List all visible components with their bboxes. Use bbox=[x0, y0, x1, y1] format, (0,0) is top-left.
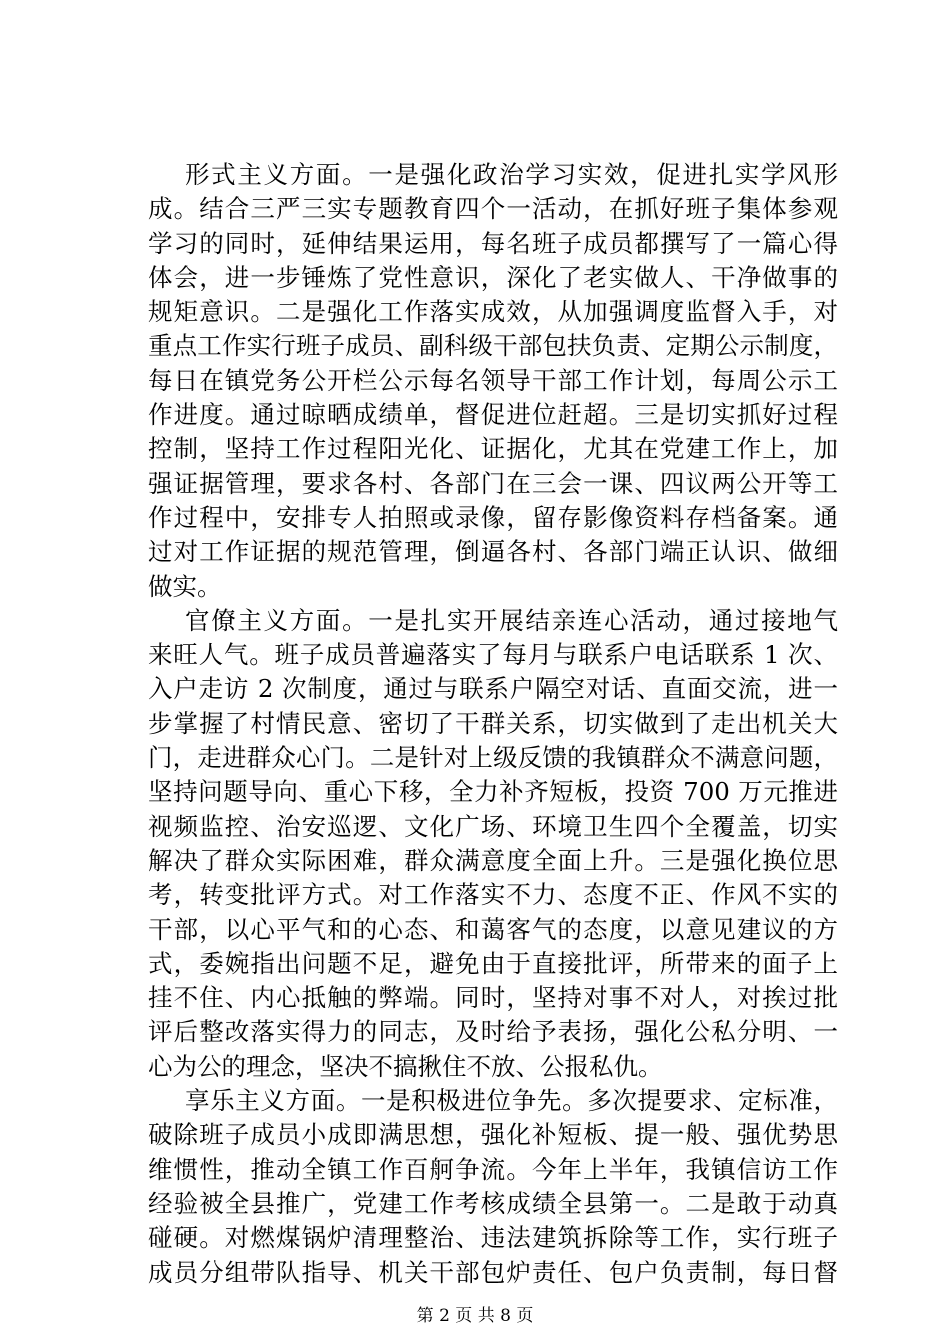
text-line: 解决了群众实际困难，群众满意度全面上升。三是强化换位思 bbox=[148, 845, 838, 875]
text-line: 碰硬。对燃煤锅炉清理整治、违法建筑拆除等工作，实行班子 bbox=[148, 1223, 838, 1253]
page-footer: 第 2 页 共 8 页 bbox=[416, 1306, 534, 1326]
text-line: 成员分组带队指导、机关干部包炉责任、包户负责制，每日督 bbox=[148, 1257, 838, 1287]
text-line: 作过程中，安排专人拍照或录像，留存影像资料存档备案。通 bbox=[148, 502, 838, 532]
text-line: 考，转变批评方式。对工作落实不力、态度不正、作风不实的 bbox=[148, 880, 838, 910]
text-line: 干部，以心平气和的心态、和蔼客气的态度，以意见建议的方 bbox=[148, 914, 838, 944]
text-line: 控制，坚持工作过程阳光化、证据化，尤其在党建工作上，加 bbox=[148, 434, 838, 464]
text-line: 强证据管理，要求各村、各部门在三会一课、四议两公开等工 bbox=[148, 468, 838, 498]
text-line: 入户走访 2 次制度，通过与联系户隔空对话、直面交流，进一 bbox=[148, 674, 838, 704]
text-line: 挂不住、内心抵触的弊端。同时，坚持对事不对人，对挨过批 bbox=[148, 983, 838, 1013]
text-line: 坚持问题导向、重心下移，全力补齐短板，投资 700 万元推进 bbox=[148, 777, 838, 807]
text-line: 门，走进群众心门。二是针对上级反馈的我镇群众不满意问题， bbox=[148, 743, 838, 773]
text-line: 心为公的理念，坚决不搞揪住不放、公报私仇。 bbox=[148, 1051, 663, 1081]
text-line: 视频监控、治安巡逻、文化广场、环境卫生四个全覆盖，切实 bbox=[148, 811, 838, 841]
text-line: 享乐主义方面。一是积极进位争先。多次提要求、定标准， bbox=[185, 1086, 838, 1116]
text-line: 体会，进一步锤炼了党性意识，深化了老实做人、干净做事的 bbox=[148, 262, 838, 292]
text-line: 破除班子成员小成即满思想，强化补短板、提一般、强优势思 bbox=[148, 1120, 838, 1150]
text-line: 过对工作证据的规范管理，倒逼各村、各部门端正认识、做细 bbox=[148, 537, 838, 567]
text-line: 成。结合三严三实专题教育四个一活动，在抓好班子集体参观 bbox=[148, 194, 838, 224]
text-line: 规矩意识。二是强化工作落实成效，从加强调度监督入手，对 bbox=[148, 297, 838, 327]
text-line: 经验被全县推广，党建工作考核成绩全县第一。二是敢于动真 bbox=[148, 1188, 838, 1218]
text-line: 步掌握了村情民意、密切了干群关系，切实做到了走出机关大 bbox=[148, 708, 838, 738]
text-line: 来旺人气。班子成员普遍落实了每月与联系户电话联系 1 次、 bbox=[148, 640, 838, 670]
text-line: 做实。 bbox=[148, 571, 222, 601]
text-line: 形式主义方面。一是强化政治学习实效，促进扎实学风形 bbox=[185, 160, 838, 189]
text-line: 学习的同时，延伸结果运用，每名班子成员都撰写了一篇心得 bbox=[148, 228, 838, 258]
text-line: 重点工作实行班子成员、副科级干部包扶负责、定期公示制度， bbox=[148, 331, 838, 361]
body-text bbox=[148, 158, 838, 1290]
text-line: 作进度。通过晾晒成绩单，督促进位赶超。三是切实抓好过程 bbox=[148, 400, 838, 430]
text-line: 式，委婉指出问题不足，避免由于直接批评，所带来的面子上 bbox=[148, 948, 838, 978]
text-line: 维惯性，推动全镇工作百舸争流。今年上半年，我镇信访工作 bbox=[148, 1154, 838, 1184]
text-line: 官僚主义方面。一是扎实开展结亲连心活动，通过接地气 bbox=[185, 605, 838, 635]
text-line: 评后整改落实得力的同志，及时给予表扬，强化公私分明、一 bbox=[148, 1017, 838, 1047]
text-line: 每日在镇党务公开栏公示每名领导干部工作计划，每周公示工 bbox=[148, 365, 838, 395]
